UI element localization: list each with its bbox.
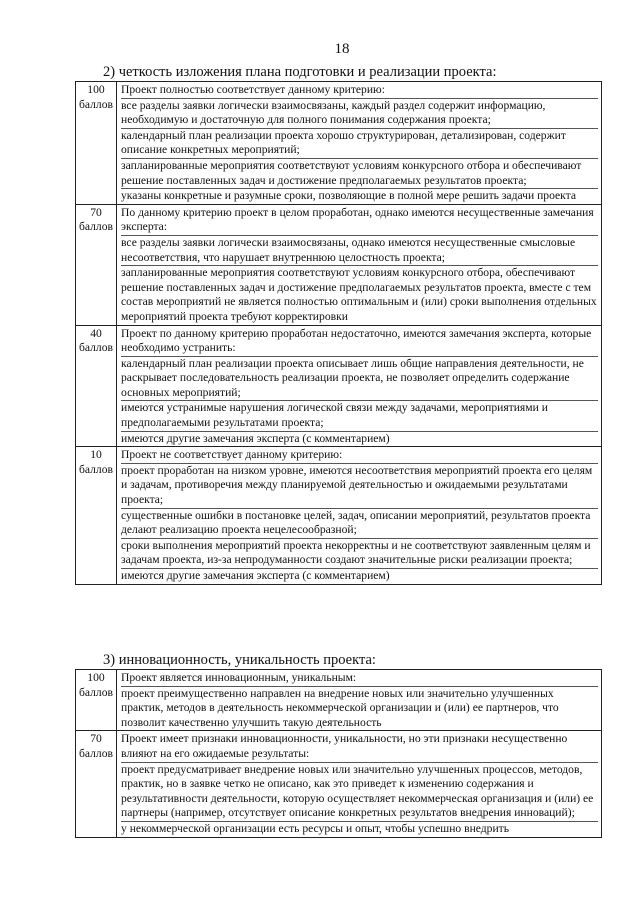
criterion-line: календарный план реализации проекта описывает лишь общие направления деятельности, не раскрывает последовательность реализации проекта, не позволяет определить содержание основных мероприятий; <box>121 357 598 402</box>
score-value: 40 <box>90 326 102 340</box>
criterion-line: запланированные мероприятия соответствуют условиям конкурсного отбора, обеспечивают решение поставленных задач и достижение предполагаемых результатов проекта, вместе с тем состав мероприятий не является полностью оптимальным и (или) сроки выполнения отдельных мероприятий проекта требуют корректировки <box>121 266 597 323</box>
criterion-line: Проект по данному критерию проработан недостаточно, имеются замечания эксперта, которые необходимо устранить: <box>121 327 598 357</box>
score-cell <box>76 731 117 837</box>
criterion-line: запланированные мероприятия соответствуют условиям конкурсного отбора и обеспечивают решение поставленных задач и достижение предполагаемых результатов проекта; <box>121 159 598 189</box>
description-cell <box>117 204 602 325</box>
score-cell <box>76 670 117 731</box>
score-value: 70 <box>90 205 102 219</box>
score-cell <box>76 447 117 584</box>
score-value: 70 <box>90 732 102 746</box>
table-row <box>76 447 602 584</box>
description-cell <box>117 670 602 731</box>
criterion-line: проект проработан на низком уровне, имеются несоответствия мероприятий проекта его целям и задачам, противоречия между планируемой деятельностью и ожидаемыми результатами проекта; <box>121 464 598 509</box>
description-cell <box>117 325 602 447</box>
criterion-line: имеются устранимые нарушения логической связи между задачами, мероприятиями и предполагаемыми результатами проекта; <box>121 401 598 431</box>
criterion-line: все разделы заявки логически взаимосвязаны, однако имеются несущественные смысловые несоответствия, что нарушает внутреннюю целостность проекта; <box>121 236 598 266</box>
score-unit: баллов <box>79 685 113 699</box>
score-unit: баллов <box>79 220 113 234</box>
criteria-table-innovation <box>75 669 602 838</box>
score-cell <box>76 204 117 325</box>
score-value: 100 <box>87 671 105 684</box>
description-cell <box>117 447 602 584</box>
criterion-line: имеются другие замечания эксперта (с комментарием) <box>121 431 390 445</box>
table-row <box>76 82 602 205</box>
score-cell <box>76 82 117 205</box>
criterion-line: Проект является инновационным, уникальным: <box>121 671 598 687</box>
criterion-line: По данному критерию проект в целом проработан, однако имеются несущественные замечания эксперта: <box>121 206 598 236</box>
score-cell <box>76 325 117 447</box>
criteria-table-clarity <box>75 81 602 585</box>
table-row <box>76 325 602 447</box>
criterion-line: Проект не соответствует данному критерию: <box>121 448 598 464</box>
section-heading-innovation: 3) инновационность, уникальность проекта: <box>103 652 376 668</box>
score-unit: баллов <box>79 462 113 476</box>
criterion-line: существенные ошибки в постановке целей, задач, описании мероприятий, результатов проекта делают реализацию проекта нецелесообразной; <box>121 509 598 539</box>
criterion-line: Проект имеет признаки инновационности, уникальности, но эти признаки несущественно влияют на его ожидаемые результаты: <box>121 732 598 762</box>
criterion-line: проект преимущественно направлен на внедрение новых или значительно улучшенных практик, методов в деятельность некоммерческой организации и (или) ее партнеров, что позволит качественно улучшить такую деятельность <box>121 686 559 729</box>
page-number: 18 <box>334 41 350 57</box>
table-row <box>76 204 602 325</box>
score-value: 100 <box>87 83 105 96</box>
criterion-line: у некоммерческой организации есть ресурсы и опыт, чтобы успешно внедрить <box>121 821 510 835</box>
criterion-line: все разделы заявки логически взаимосвязаны, каждый раздел содержит информацию, необходимую и достаточную для полного понимания содержания проекта; <box>121 99 598 129</box>
criterion-line: сроки выполнения мероприятий проекта некорректны и не соответствуют заявленным целям и задачам проекта, из-за непродуманности создают значительные риски реализации проекта; <box>121 539 598 569</box>
description-cell <box>117 82 602 205</box>
table-row <box>76 731 602 837</box>
score-unit: баллов <box>79 746 113 760</box>
criterion-line: календарный план реализации проекта хорошо структурирован, детализирован, содержит описание конкретных мероприятий; <box>121 129 598 159</box>
criterion-line: указаны конкретные и разумные сроки, позволяющие в полной мере решить задачи проекта <box>121 189 577 203</box>
section-heading-clarity: 2) четкость изложения плана подготовки и реализации проекта: <box>103 64 497 80</box>
score-unit: баллов <box>79 341 113 355</box>
criterion-line: проект предусматривает внедрение новых или значительно улучшенных процессов, методов, практик, но в заявке четко не описано, как это приведет к изменению содержания и результативности деятельности, которую осуществляет некоммерческая организация и (или) ее партнеры (например, отсутствует описание конкретных результатов внедрения инноваций); <box>121 763 598 822</box>
table-row <box>76 670 602 731</box>
description-cell <box>117 731 602 837</box>
score-value: 10 <box>90 448 102 462</box>
score-unit: баллов <box>79 97 113 111</box>
criterion-line: Проект полностью соответствует данному критерию: <box>121 83 598 99</box>
criterion-line: имеются другие замечания эксперта (с комментарием) <box>121 569 390 582</box>
